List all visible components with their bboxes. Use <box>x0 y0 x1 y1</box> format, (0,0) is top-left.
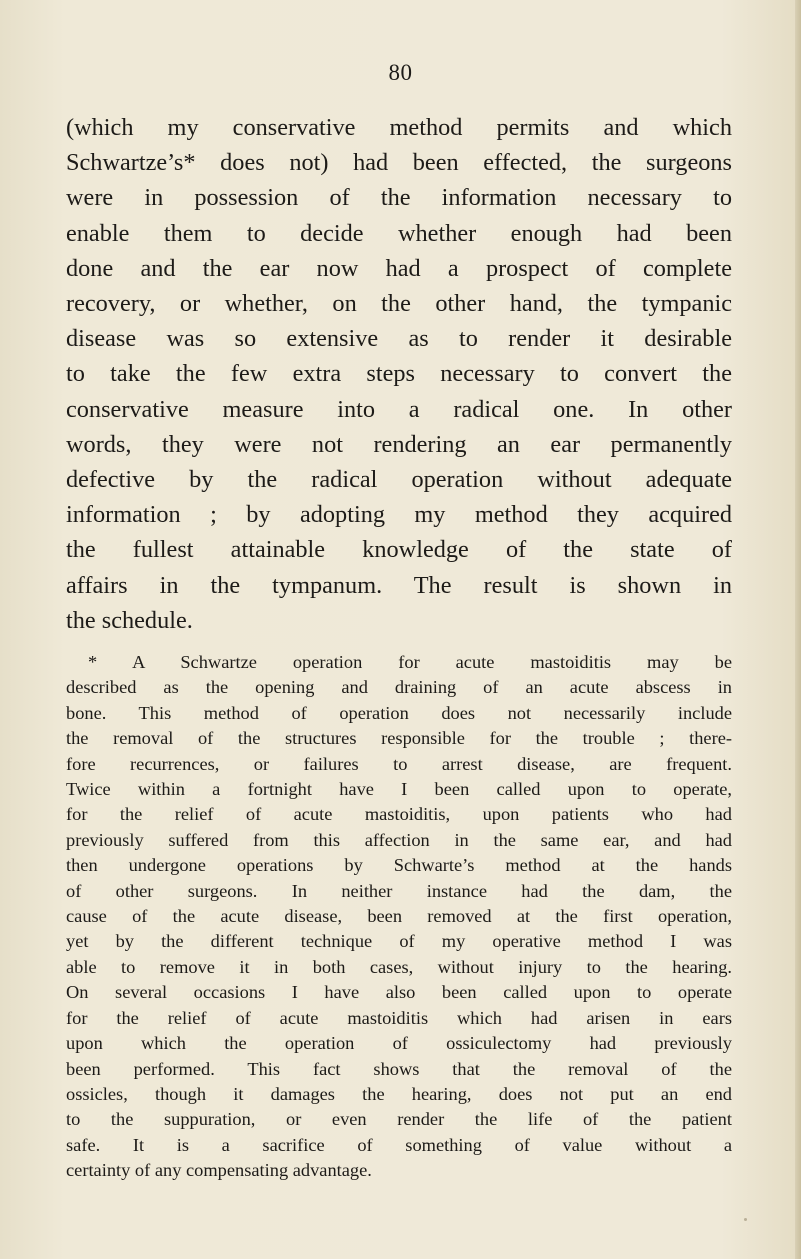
footnote-line: for the relief of acute mastoiditis, upon patients who had <box>66 804 732 825</box>
footnote-line: Twice within a fortnight have I been called upon to operate, <box>66 779 732 800</box>
footnote-line: for the relief of acute mastoiditis which had arisen in ears <box>66 1007 732 1028</box>
body-line: conservative measure into a radical one. In other <box>66 395 732 423</box>
footnote-line: * A Schwartze operation for acute mastoiditis may be <box>88 652 732 672</box>
footnote-line: bone. This method of operation does not necessarily include <box>66 702 732 723</box>
footnote-line: to the suppuration, or even render the life of the patient <box>66 1109 732 1130</box>
body-line: recovery, or whether, on the other hand, the tympanic <box>66 290 732 318</box>
footnote-line: upon which the operation of ossiculectomy had previously <box>66 1033 732 1054</box>
footnote-line: described as the opening and draining of an acute abscess in <box>66 677 732 698</box>
body-line: Schwartze’s* does not) had been effected, the surgeons <box>66 149 732 177</box>
footnote-line: previously suffered from this affection in the same ear, and had <box>66 829 732 850</box>
body-line: to take the few extra steps necessary to convert the <box>66 360 732 388</box>
body-line: the schedule. <box>66 606 193 634</box>
footnote-line: certainty of any compensating advantage. <box>66 1160 372 1181</box>
footnote-line: cause of the acute disease, been removed at the first operation, <box>66 906 732 927</box>
body-line: the fullest attainable knowledge of the state of <box>66 536 732 564</box>
body-paragraph <box>66 110 732 638</box>
body-line: defective by the radical operation without adequate <box>66 466 732 494</box>
footnote-line: of other surgeons. In neither instance had the dam, the <box>66 880 732 901</box>
page-number: 80 <box>388 60 413 85</box>
footnote-line: the removal of the structures responsible for the trouble ; there- <box>66 728 732 749</box>
footnote-line: fore recurrences, or failures to arrest disease, are frequent. <box>66 753 732 774</box>
body-line: disease was so extensive as to render it desirable <box>66 325 732 353</box>
body-line: done and the ear now had a prospect of complete <box>66 254 732 282</box>
footnote-line: On several occasions I have also been called upon to operate <box>66 982 732 1003</box>
page-edge-shadow <box>795 0 801 1259</box>
footnote-line: yet by the different technique of my operative method I was <box>66 931 732 952</box>
body-line: enable them to decide whether enough had been <box>66 219 732 247</box>
footnote-line: ossicles, though it damages the hearing, does not put an end <box>66 1083 732 1104</box>
body-line: (which my conservative method permits and which <box>66 114 732 141</box>
body-line: information ; by adopting my method they acquired <box>66 501 732 529</box>
footnote <box>66 650 732 1184</box>
body-line: were in possession of the information necessary to <box>66 184 732 212</box>
footnote-line: then undergone operations by Schwarte’s method at the hands <box>66 855 732 876</box>
footnote-line: able to remove it in both cases, without injury to the hearing. <box>66 956 732 977</box>
paper-speck <box>744 1218 747 1221</box>
body-line: words, they were not rendering an ear permanently <box>66 430 732 458</box>
footnote-line: been performed. This fact shows that the removal of the <box>66 1058 732 1079</box>
body-line: affairs in the tympanum. The result is shown in <box>66 571 732 599</box>
footnote-line: safe. It is a sacrifice of something of value without a <box>66 1134 732 1155</box>
